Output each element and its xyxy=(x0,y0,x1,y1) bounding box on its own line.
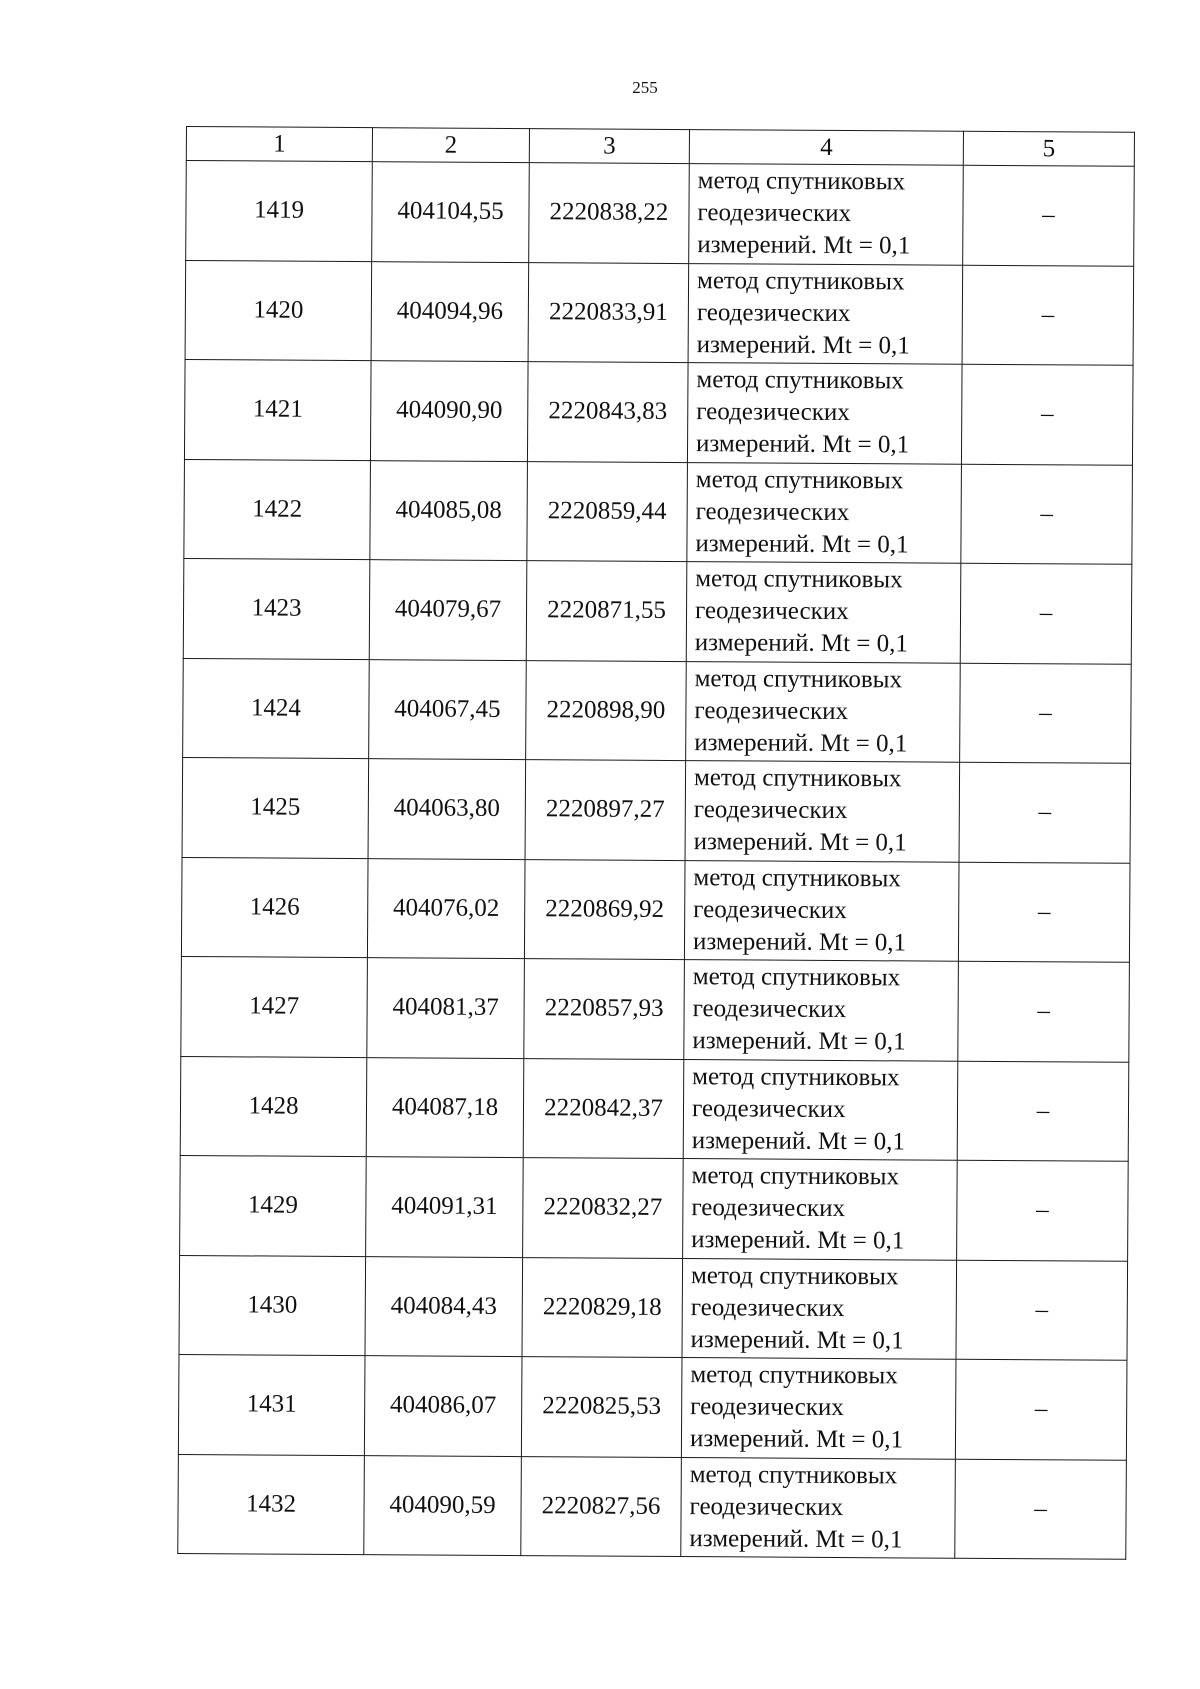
table-row xyxy=(182,757,1131,862)
note-cell: – xyxy=(956,1260,1128,1361)
method-text-line: измерений. Mt = 0,1 xyxy=(697,231,911,260)
method-text-line: измерений. Mt = 0,1 xyxy=(689,1524,903,1554)
method-cell xyxy=(688,263,963,364)
x-coordinate-cell: 404079,67 xyxy=(369,560,527,660)
method-text-line: метод спутниковых xyxy=(691,1162,900,1191)
method-cell xyxy=(684,860,959,961)
method-text-line: геодезических xyxy=(693,796,848,825)
y-coordinate-cell: 2220838,22 xyxy=(529,163,690,263)
table-row xyxy=(184,359,1133,464)
table-row xyxy=(183,658,1132,763)
method-cell xyxy=(683,1159,958,1260)
method-text-line: геодезических xyxy=(697,199,852,228)
point-number-cell: 1427 xyxy=(181,956,368,1057)
method-text-line: метод спутниковых xyxy=(692,1062,900,1092)
point-number-cell: 1430 xyxy=(179,1255,366,1356)
point-number-cell: 1421 xyxy=(184,359,371,460)
note-cell: – xyxy=(962,265,1134,366)
coordinates-table xyxy=(177,126,1135,1560)
method-text-line: метод спутниковых xyxy=(696,266,905,296)
point-number-cell: 1422 xyxy=(184,459,371,560)
x-coordinate-cell: 404086,07 xyxy=(364,1356,522,1456)
method-text-line: метод спутниковых xyxy=(690,1361,898,1390)
method-text-line: метод спутниковых xyxy=(697,167,906,196)
method-text-line: геодезических xyxy=(692,995,847,1024)
method-cell xyxy=(687,462,962,563)
note-cell: – xyxy=(959,762,1131,863)
method-text-line: метод спутниковых xyxy=(693,764,902,793)
column-header: 4 xyxy=(689,130,963,166)
method-text-line: геодезических xyxy=(694,597,849,626)
point-number-cell: 1423 xyxy=(183,558,370,659)
y-coordinate-cell: 2220827,56 xyxy=(521,1456,682,1556)
method-text-line: измерений. Mt = 0,1 xyxy=(694,629,909,658)
note-cell: – xyxy=(958,961,1130,1062)
table-header-row xyxy=(186,127,1134,167)
method-text-line: измерений. Mt = 0,1 xyxy=(689,1425,904,1454)
note-cell: – xyxy=(960,563,1132,664)
note-cell: – xyxy=(958,862,1130,963)
table-body xyxy=(178,161,1134,1560)
table-row xyxy=(181,956,1130,1061)
x-coordinate-cell: 404081,37 xyxy=(367,958,525,1058)
method-text-line: геодезических xyxy=(695,497,850,526)
point-number-cell: 1424 xyxy=(183,658,370,759)
table-row xyxy=(178,1454,1127,1559)
table-row xyxy=(183,558,1132,663)
method-cell xyxy=(683,1059,958,1160)
y-coordinate-cell: 2220829,18 xyxy=(522,1257,683,1357)
method-cell xyxy=(686,661,961,762)
y-coordinate-cell: 2220825,53 xyxy=(521,1357,682,1457)
method-text-line: измерений. Mt = 0,1 xyxy=(691,1126,905,1156)
table-row xyxy=(184,459,1133,564)
column-header: 3 xyxy=(529,129,689,164)
table-row xyxy=(186,161,1135,266)
method-text-line: метод спутниковых xyxy=(692,963,901,992)
table-row xyxy=(181,857,1130,962)
method-cell xyxy=(684,960,959,1061)
column-header: 5 xyxy=(963,131,1134,166)
point-number-cell: 1428 xyxy=(180,1056,367,1157)
point-number-cell: 1429 xyxy=(180,1155,367,1256)
x-coordinate-cell: 404087,18 xyxy=(366,1057,524,1157)
method-text-line: геодезических xyxy=(691,1094,846,1123)
method-cell xyxy=(681,1457,956,1558)
method-cell xyxy=(686,562,961,663)
method-text-line: метод спутниковых xyxy=(693,863,901,893)
method-cell xyxy=(685,761,960,862)
y-coordinate-cell: 2220871,55 xyxy=(526,561,687,661)
note-cell: – xyxy=(957,1160,1129,1261)
point-number-cell: 1425 xyxy=(182,757,369,858)
y-coordinate-cell: 2220842,37 xyxy=(523,1058,684,1158)
y-coordinate-cell: 2220869,92 xyxy=(524,859,685,959)
x-coordinate-cell: 404067,45 xyxy=(369,659,527,759)
method-text-line: измерений. Mt = 0,1 xyxy=(695,430,910,459)
note-cell: – xyxy=(955,1359,1127,1460)
method-text-line: метод спутниковых xyxy=(695,465,904,495)
x-coordinate-cell: 404063,80 xyxy=(368,759,526,859)
method-text-line: метод спутниковых xyxy=(696,366,904,395)
method-text-line: геодезических xyxy=(690,1293,845,1322)
method-cell xyxy=(687,363,962,464)
point-number-cell: 1431 xyxy=(178,1354,365,1455)
method-text-line: метод спутниковых xyxy=(694,664,903,694)
method-text-line: метод спутниковых xyxy=(690,1261,899,1291)
table-row xyxy=(180,1155,1129,1260)
method-cell xyxy=(689,164,964,265)
method-text-line: измерений. Mt = 0,1 xyxy=(696,330,910,360)
y-coordinate-cell: 2220897,27 xyxy=(525,760,686,860)
y-coordinate-cell: 2220833,91 xyxy=(528,262,689,362)
table-row xyxy=(178,1354,1127,1459)
method-text-line: геодезических xyxy=(691,1194,846,1223)
column-header: 1 xyxy=(186,127,372,162)
y-coordinate-cell: 2220832,27 xyxy=(523,1158,684,1258)
method-text-line: геодезических xyxy=(689,1492,844,1521)
method-cell xyxy=(682,1258,957,1359)
y-coordinate-cell: 2220898,90 xyxy=(526,660,687,760)
note-cell: – xyxy=(961,364,1133,465)
method-text-line: измерений. Mt = 0,1 xyxy=(692,1027,906,1056)
method-text-line: измерений. Mt = 0,1 xyxy=(694,728,908,758)
point-number-cell: 1432 xyxy=(178,1454,365,1555)
method-text-line: геодезических xyxy=(694,696,849,725)
y-coordinate-cell: 2220843,83 xyxy=(527,362,688,462)
x-coordinate-cell: 404084,43 xyxy=(365,1256,523,1356)
x-coordinate-cell: 404085,08 xyxy=(370,460,528,560)
method-text-line: измерений. Mt = 0,1 xyxy=(691,1226,905,1255)
note-cell: – xyxy=(963,165,1135,266)
point-number-cell: 1426 xyxy=(181,857,368,958)
method-text-line: геодезических xyxy=(693,895,847,924)
method-cell xyxy=(681,1358,956,1459)
note-cell: – xyxy=(955,1459,1127,1560)
x-coordinate-cell: 404094,96 xyxy=(371,261,529,361)
method-text-line: геодезических xyxy=(696,298,851,327)
table-row xyxy=(180,1056,1129,1161)
table-row xyxy=(185,260,1134,365)
point-number-cell: 1420 xyxy=(185,260,372,361)
method-text-line: метод спутниковых xyxy=(695,565,903,594)
method-text-line: измерений. Mt = 0,1 xyxy=(693,828,907,857)
column-header: 2 xyxy=(372,128,529,163)
method-text-line: геодезических xyxy=(696,398,850,427)
method-text-line: геодезических xyxy=(690,1393,844,1422)
y-coordinate-cell: 2220857,93 xyxy=(524,959,685,1059)
method-text-line: метод спутниковых xyxy=(689,1460,898,1490)
y-coordinate-cell: 2220859,44 xyxy=(527,461,688,561)
x-coordinate-cell: 404076,02 xyxy=(367,858,525,958)
x-coordinate-cell: 404091,31 xyxy=(366,1157,524,1257)
page-number: 255 xyxy=(632,78,658,97)
point-number-cell: 1419 xyxy=(186,161,373,262)
method-text-line: измерений. Mt = 0,1 xyxy=(690,1325,904,1355)
x-coordinate-cell: 404090,90 xyxy=(370,361,528,461)
note-cell: – xyxy=(961,464,1133,565)
table-row xyxy=(179,1255,1128,1360)
x-coordinate-cell: 404090,59 xyxy=(364,1455,522,1555)
note-cell: – xyxy=(957,1061,1129,1162)
method-text-line: измерений. Mt = 0,1 xyxy=(695,529,909,559)
note-cell: – xyxy=(960,663,1132,764)
method-text-line: измерений. Mt = 0,1 xyxy=(692,927,907,957)
x-coordinate-cell: 404104,55 xyxy=(372,162,530,262)
